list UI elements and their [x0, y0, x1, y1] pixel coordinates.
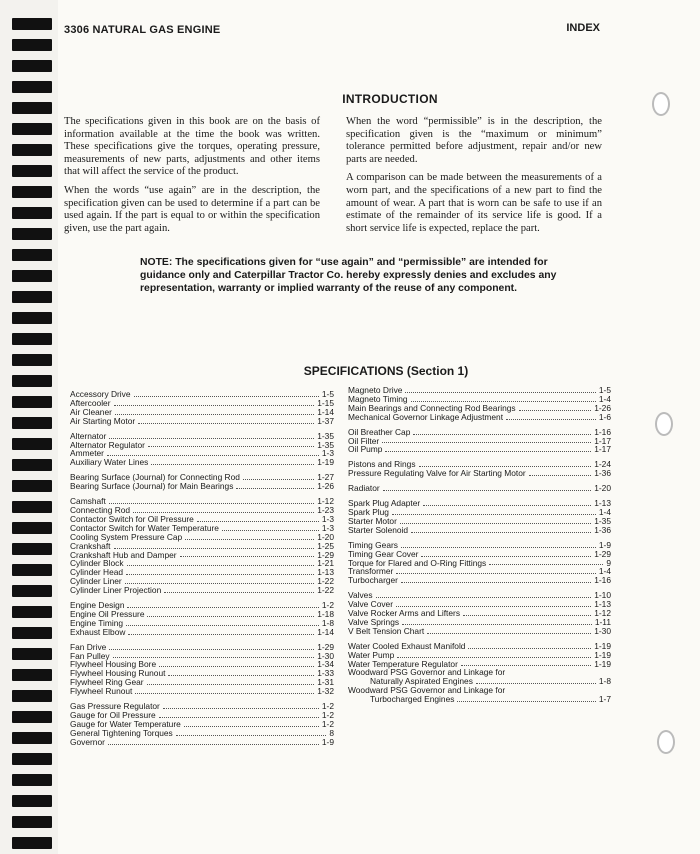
- index-entry: [348, 445, 611, 454]
- leader-dots: [164, 592, 314, 593]
- index-entry-page: 1-30: [317, 650, 334, 661]
- index-entry-page: 1-4: [598, 566, 611, 577]
- index-entry-label: Engine Design: [70, 600, 125, 611]
- introduction-title: INTRODUCTION: [342, 92, 438, 106]
- index-entry-page: 1-30: [594, 625, 611, 636]
- index-entry-label: Bearing Surface (Journal) for Connecting Rod: [70, 472, 240, 483]
- leader-dots: [489, 564, 603, 565]
- index-entry-label: Oil Filter: [348, 435, 380, 446]
- leader-dots: [457, 701, 595, 702]
- index-entry: [70, 687, 334, 696]
- leader-dots: [400, 523, 591, 524]
- leader-dots: [159, 666, 314, 667]
- binding-coil: [12, 186, 52, 198]
- index-entry-page: 1-13: [594, 498, 611, 509]
- index-entry-label: Fan Pulley: [70, 650, 110, 661]
- binding-coil: [12, 648, 52, 660]
- index-entry-label: Oil Pump: [348, 444, 383, 455]
- index-entry-label: Oil Breather Cap: [348, 426, 411, 437]
- leader-dots: [419, 466, 592, 467]
- leader-dots: [396, 573, 596, 574]
- index-entry: [348, 469, 611, 478]
- index-entry-label: Turbocharged Engines: [370, 694, 455, 705]
- index-entry-page: 1-9: [598, 539, 611, 550]
- binding-coil: [12, 228, 52, 240]
- index-entry-label: Pressure Regulating Valve for Air Starting Motor: [348, 468, 526, 479]
- index-entry-label: Engine Timing: [70, 617, 124, 628]
- index-entry: [70, 441, 334, 450]
- intro-right-column: [346, 116, 602, 241]
- index-entry-label: Auxiliary Water Lines: [70, 457, 149, 468]
- index-entry-label: Flywheel Housing Runout: [70, 668, 166, 679]
- index-entry-page: 1-8: [598, 676, 611, 687]
- specifications-title: SPECIFICATIONS (Section 1): [303, 364, 469, 378]
- index-entry-page: 1-17: [594, 435, 611, 446]
- index-entry-page: 1-20: [317, 531, 334, 542]
- index-entry-page: 1-35: [594, 515, 611, 526]
- index-entry-page: 1-13: [317, 567, 334, 578]
- leader-dots: [115, 414, 314, 415]
- index-entry: [348, 526, 611, 535]
- index-entry-label: Camshaft: [70, 496, 106, 507]
- leader-dots: [243, 479, 314, 480]
- leader-dots: [401, 582, 591, 583]
- binding-coil: [12, 417, 52, 429]
- index-entry-page: 1-22: [317, 585, 334, 596]
- binding-coil: [12, 396, 52, 408]
- leader-dots: [125, 583, 315, 584]
- index-entry-label: Flywheel Ring Gear: [70, 677, 144, 688]
- index-entry: [348, 695, 611, 704]
- index-entry: [70, 482, 334, 491]
- index-entry-page: 1-19: [594, 649, 611, 660]
- leader-dots: [135, 693, 314, 694]
- note-paragraph: NOTE: The specifications given for “use again” and “permissible” are intended for guidance only and Caterpillar Tractor Co. hereby expressly denies and excludes any representation, warranty or implied warranty of the reuse of any component.: [140, 257, 557, 294]
- index-entry-label: Magneto Timing: [348, 393, 408, 404]
- leader-dots: [114, 548, 315, 549]
- index-entry-label: Water Pump: [348, 649, 395, 660]
- index-entry-label: Spark Plug: [348, 506, 389, 517]
- leader-dots: [147, 684, 315, 685]
- index-entry-label: Governor: [70, 736, 105, 747]
- binding-coil: [12, 711, 52, 723]
- binding-coil: [12, 543, 52, 555]
- index-entry-page: 1-6: [598, 411, 611, 422]
- binding-coil: [12, 669, 52, 681]
- index-entry-label: Valve Rocker Arms and Lifters: [348, 608, 461, 619]
- index-entry-label: Air Starting Motor: [70, 415, 136, 426]
- binding-coil: [12, 501, 52, 513]
- index-entry-page: 1-29: [594, 548, 611, 559]
- index-entry-label: Contactor Switch for Oil Pressure: [70, 513, 194, 524]
- index-entry-label: Connecting Rod: [70, 504, 131, 515]
- index-entry-page: 8: [329, 727, 334, 738]
- leader-dots: [159, 717, 319, 718]
- leader-dots: [382, 442, 591, 443]
- leader-dots: [401, 547, 596, 548]
- leader-dots: [185, 539, 314, 540]
- leader-dots: [127, 565, 315, 566]
- leader-dots: [147, 616, 314, 617]
- index-entry-label: Valve Springs: [348, 616, 400, 627]
- index-entry-page: 1-12: [317, 496, 334, 507]
- leader-dots: [127, 607, 318, 608]
- index-entry: [70, 628, 334, 637]
- index-entry-label: Naturally Aspirated Engines: [370, 676, 473, 687]
- index-right-column: [348, 386, 611, 704]
- index-entry-label: Cylinder Liner: [70, 576, 122, 587]
- index-entry-page: 1-36: [594, 524, 611, 535]
- index-entry-label: Pistons and Rings: [348, 459, 416, 470]
- leader-dots: [126, 574, 314, 575]
- binding-coil: [12, 333, 52, 345]
- binding-coil: [12, 438, 52, 450]
- index-entry-page: 1-10: [594, 590, 611, 601]
- index-entry-page: 1-7: [598, 694, 611, 705]
- header-title: 3306 NATURAL GAS ENGINE: [64, 24, 221, 36]
- index-entry-label: Alternator Regulator: [70, 439, 145, 450]
- index-entry-label: Main Bearings and Connecting Rod Bearings: [348, 402, 516, 413]
- leader-dots: [107, 455, 319, 456]
- leader-dots: [109, 649, 314, 650]
- index-entry-page: 1-3: [321, 522, 334, 533]
- index-entry-page: 1-14: [317, 626, 334, 637]
- intro-left-column: [64, 116, 320, 241]
- leader-dots: [128, 634, 314, 635]
- index-entry: [70, 738, 334, 747]
- leader-dots: [180, 556, 315, 557]
- leader-dots: [421, 556, 591, 557]
- index-entry-page: 1-19: [594, 640, 611, 651]
- index-entry-page: 1-3: [321, 513, 334, 524]
- index-entry-label: Woodward PSG Governor and Linkage for: [348, 667, 506, 678]
- index-entry: [70, 729, 334, 738]
- index-entry-label: Air Cleaner: [70, 406, 112, 417]
- index-entry-page: 1-16: [594, 575, 611, 586]
- index-entry-page: 1-19: [317, 457, 334, 468]
- binding-coil: [12, 585, 52, 597]
- index-entry: [70, 586, 334, 595]
- index-entry-label: Cylinder Block: [70, 558, 124, 569]
- leader-dots: [411, 401, 596, 402]
- index-entry: [70, 458, 334, 467]
- index-entry-page: 1-17: [594, 444, 611, 455]
- index-entry-page: 1-18: [317, 608, 334, 619]
- index-left-column: [70, 390, 334, 747]
- index-entry-page: 1-2: [321, 600, 334, 611]
- binding-coil: [12, 606, 52, 618]
- leader-dots: [197, 521, 319, 522]
- index-entry-label: Radiator: [348, 483, 380, 494]
- index-entry-page: 1-4: [598, 393, 611, 404]
- index-entry: [348, 576, 611, 585]
- index-entry-label: Exhaust Elbow: [70, 626, 126, 637]
- leader-dots: [519, 410, 592, 411]
- leader-dots: [461, 665, 591, 666]
- leader-dots: [402, 624, 592, 625]
- leader-dots: [168, 675, 314, 676]
- binding-coil: [12, 459, 52, 471]
- index-entry-page: 9: [606, 557, 611, 568]
- index-entry-page: 1-2: [321, 710, 334, 720]
- index-entry: [348, 413, 611, 422]
- binding-coil: [12, 732, 52, 744]
- index-entry: [348, 428, 611, 437]
- index-entry-page: 1-5: [598, 385, 611, 395]
- index-entry-label: Crankshaft Hub and Damper: [70, 549, 177, 560]
- binding-coil: [12, 144, 52, 156]
- index-entry-page: 1-32: [317, 686, 334, 697]
- leader-dots: [184, 726, 319, 727]
- index-entry-label: Mechanical Governor Linkage Adjustment: [348, 411, 504, 422]
- intro-paragraph: When the words “use again” are in the description, the specification given can be used to determine if a part can be used again. If the part is equal to or within the specification given, use the part again.: [64, 184, 320, 234]
- index-entry-page: 1-26: [317, 481, 334, 492]
- index-entry-label: General Tightening Torques: [70, 727, 173, 738]
- index-entry-label: Flywheel Housing Bore: [70, 659, 157, 670]
- index-entry-page: 1-23: [317, 504, 334, 515]
- index-entry-page: 1-5: [321, 389, 334, 399]
- index-entry-page: 1-34: [317, 659, 334, 670]
- leader-dots: [126, 625, 319, 626]
- index-entry-label: Accessory Drive: [70, 389, 131, 399]
- index-entry-label: Flywheel Runout: [70, 686, 133, 697]
- leader-dots: [413, 434, 591, 435]
- binding-coil: [12, 123, 52, 135]
- binding-coil: [12, 18, 52, 30]
- index-entry-label: Water Cooled Exhaust Manifold: [348, 640, 466, 651]
- index-entry: [348, 437, 611, 446]
- index-entry-label: Woodward PSG Governor and Linkage for: [348, 685, 506, 696]
- leader-dots: [109, 503, 314, 504]
- index-entry-page: 1-26: [594, 402, 611, 413]
- leader-dots: [138, 423, 314, 424]
- index-entry-page: 1-29: [317, 549, 334, 560]
- index-entry-label: Starter Solenoid: [348, 524, 409, 535]
- index-entry-page: 1-21: [317, 558, 334, 569]
- index-entry-label: Timing Gear Cover: [348, 548, 419, 559]
- binding-coil: [12, 312, 52, 324]
- leader-dots: [113, 657, 315, 658]
- binding-coil: [12, 165, 52, 177]
- binding-coil: [12, 627, 52, 639]
- index-entry-label: Aftercooler: [70, 397, 111, 408]
- leader-dots: [463, 615, 591, 616]
- punch-hole-middle: [655, 412, 673, 436]
- index-entry-label: V Belt Tension Chart: [348, 625, 425, 636]
- index-entry-page: 1-16: [594, 426, 611, 437]
- binding-coil: [12, 564, 52, 576]
- index-entry-page: 1-11: [594, 616, 611, 627]
- leader-dots: [151, 464, 314, 465]
- index-entry-page: 1-19: [594, 658, 611, 669]
- index-entry-label: Engine Oil Pressure: [70, 608, 145, 619]
- index-entry-label: Water Temperature Regulator: [348, 658, 458, 669]
- leader-dots: [148, 446, 314, 447]
- index-entry-page: 1-2: [321, 718, 334, 729]
- header-section: INDEX: [566, 22, 600, 34]
- index-entry-page: 1-25: [317, 540, 334, 551]
- index-entry-page: 1-2: [321, 701, 334, 712]
- index-entry-page: 1-37: [317, 415, 334, 426]
- index-entry-page: 1-22: [317, 576, 334, 587]
- leader-dots: [476, 683, 596, 684]
- binding-coil: [12, 795, 52, 807]
- binding-coil: [12, 774, 52, 786]
- leader-dots: [405, 392, 595, 393]
- index-entry-label: Cylinder Liner Projection: [70, 585, 162, 596]
- index-entry-page: 1-8: [321, 617, 334, 628]
- index-entry-page: 1-20: [594, 483, 611, 494]
- leader-dots: [376, 597, 592, 598]
- index-entry-page: 1-29: [317, 641, 334, 652]
- leader-dots: [383, 490, 592, 491]
- leader-dots: [385, 451, 591, 452]
- index-entry-label: Magneto Drive: [348, 385, 403, 395]
- index-entry-page: 1-3: [321, 448, 334, 459]
- index-entry-label: Contactor Switch for Water Temperature: [70, 522, 219, 533]
- binding-coil: [12, 39, 52, 51]
- binding-coil: [12, 207, 52, 219]
- binding-coil: [12, 522, 52, 534]
- leader-dots: [427, 633, 591, 634]
- leader-dots: [468, 648, 591, 649]
- binding-coil: [12, 753, 52, 765]
- leader-dots: [506, 419, 596, 420]
- intro-paragraph: The specifications given in this book are on the basis of information available at the time the book was written. These specifications give the torques, operating pressure, measurements of new parts, adjustments and other items that will affect the service of the product.: [64, 116, 320, 178]
- index-entry-label: Turbocharger: [348, 575, 398, 586]
- leader-dots: [108, 744, 319, 745]
- index-entry-page: 1-31: [317, 677, 334, 688]
- leader-dots: [176, 735, 327, 736]
- index-entry: [348, 627, 611, 636]
- intro-paragraph: When the word “permissible” is in the description, the specification given is the “maximum or minimum” tolerance permitted before adjustment, repair and/or new parts are needed.: [346, 116, 602, 165]
- index-entry-label: Cylinder Head: [70, 567, 124, 578]
- index-entry-label: Gauge for Water Temperature: [70, 718, 181, 729]
- index-entry-label: Valve Cover: [348, 599, 393, 610]
- index-entry-page: 1-14: [317, 406, 334, 417]
- index-entry-label: Spark Plug Adapter: [348, 498, 421, 509]
- binding-coil: [12, 291, 52, 303]
- intro-paragraph: A comparison can be made between the measurements of a worn part, and the specifications of a new part to find the amount of wear. A part that is worn can be safe to use if an estimate of the remainder of its service life is good. If a short service life is expected, replace the part.: [346, 172, 602, 234]
- index-entry-label: Alternator: [70, 430, 107, 441]
- leader-dots: [397, 657, 591, 658]
- leader-dots: [109, 438, 314, 439]
- index-entry-label: Transformer: [348, 566, 394, 577]
- binding-coil: [12, 60, 52, 72]
- index-entry-page: 1-12: [594, 608, 611, 619]
- index-entry-label: Timing Gears: [348, 539, 398, 550]
- binding-coil: [12, 837, 52, 849]
- binding-coil: [12, 480, 52, 492]
- spiral-binding: [0, 0, 58, 854]
- index-entry-label: Gas Pressure Regulator: [70, 701, 160, 712]
- binding-coil: [12, 249, 52, 261]
- index-entry-page: 1-13: [594, 599, 611, 610]
- index-entry-label: Starter Motor: [348, 515, 397, 526]
- index-entry-page: 1-4: [598, 506, 611, 517]
- index-entry-label: Torque for Flared and O-Ring Fittings: [348, 557, 487, 568]
- index-entry-page: 1-35: [317, 439, 334, 450]
- index-entry-label: Fan Drive: [70, 641, 107, 652]
- leader-dots: [222, 530, 319, 531]
- index-entry-label: Crankshaft: [70, 540, 111, 551]
- index-entry: [348, 484, 611, 493]
- index-entry: [70, 417, 334, 426]
- index-entry-page: 1-35: [317, 430, 334, 441]
- binding-coil: [12, 816, 52, 828]
- index-entry-page: 1-36: [594, 468, 611, 479]
- index-entry-label: Valves: [348, 590, 373, 601]
- index-entry-label: Bearing Surface (Journal) for Main Bearings: [70, 481, 234, 492]
- leader-dots: [392, 514, 596, 515]
- index-entry-label: Cooling System Pressure Cap: [70, 531, 183, 542]
- leader-dots: [163, 708, 319, 709]
- index-entry-label: Ammeter: [70, 448, 104, 459]
- index-entry-page: 1-24: [594, 459, 611, 470]
- leader-dots: [236, 488, 314, 489]
- punch-hole-bottom: [657, 730, 675, 754]
- index-entry-page: 1-27: [317, 472, 334, 483]
- binding-coil: [12, 270, 52, 282]
- index-entry-page: 1-9: [321, 736, 334, 747]
- index-entry-page: 1-15: [317, 397, 334, 408]
- leader-dots: [423, 505, 591, 506]
- leader-dots: [411, 532, 591, 533]
- leader-dots: [529, 475, 592, 476]
- leader-dots: [134, 396, 319, 397]
- index-entry-page: 1-33: [317, 668, 334, 679]
- leader-dots: [133, 512, 314, 513]
- binding-coil: [12, 690, 52, 702]
- leader-dots: [114, 405, 315, 406]
- index-entry-label: Gauge for Oil Pressure: [70, 710, 156, 720]
- leader-dots: [396, 606, 591, 607]
